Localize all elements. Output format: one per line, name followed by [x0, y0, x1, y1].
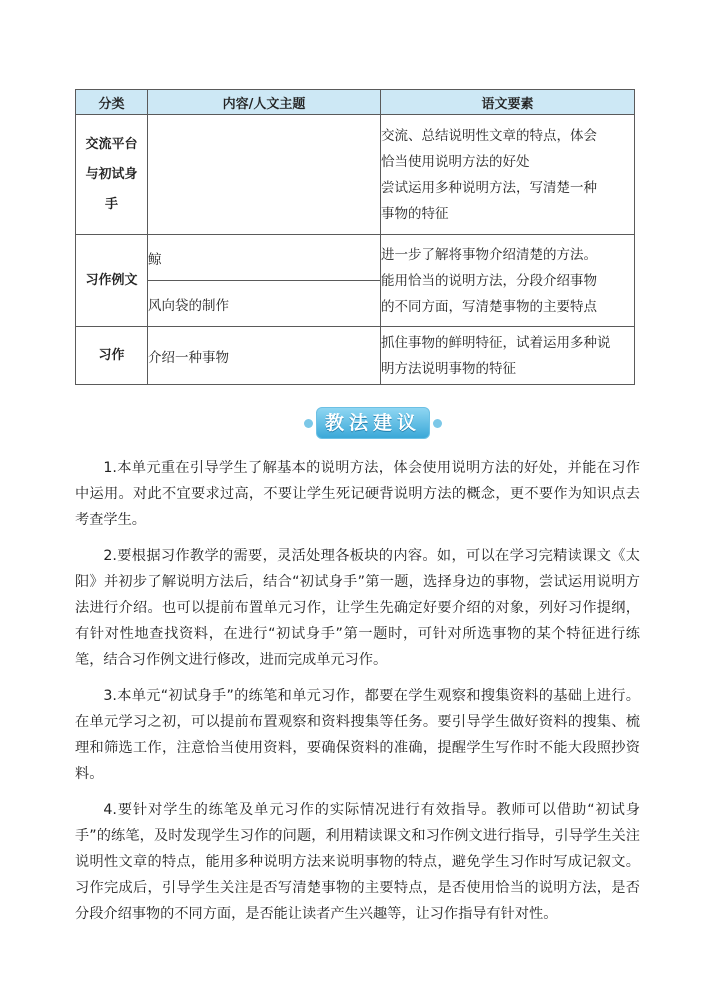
content-cell: 介绍一种事物 — [148, 327, 381, 385]
paragraph: 4.要针对学生的练笔及单元习作的实际情况进行有效指导。教师可以借助“初试身手”的练笔，及时发现学生习作的问题，利用精读课文和习作例文进行指导，引导学生关注说明性文章的特点，能用多种说明方法来说明事物的特点，避免学生习作时写成记叙文。习作完成后，引导学生关注是否写清楚事物的主要特点，是否使用恰当的说明方法，是否分段介绍事物的不同方面，是否能让读者产生兴趣等，让习作指导有针对性。 — [75, 802, 640, 922]
header-content: 内容/人文主题 — [148, 90, 381, 115]
section-title: 教法建议 — [316, 407, 430, 439]
content-cell: 风向袋的制作 — [148, 281, 381, 327]
table-row — [76, 115, 635, 235]
paragraph: 3.本单元“初试身手”的练笔和单元习作，都要在学生观察和搜集资料的基础上进行。在单元学习之初，可以提前布置观察和资料搜集等任务。要引导学生做好资料的搜集、梳理和筛选工作，注意恰当使用资料，要确保资料的准确，提醒学生写作时不能大段照抄资料。 — [75, 688, 640, 782]
requirements-cell: 进一步了解将事物介绍清楚的方法。 能用恰当的说明方法，分段介绍事物 的不同方面，写清楚事物的主要特点 — [381, 235, 635, 327]
category-cell: 习作例文 — [76, 235, 148, 327]
decor-dot-icon — [433, 419, 442, 428]
requirements-cell: 抓住事物的鲜明特征，试着运用多种说 明方法说明事物的特征 — [381, 327, 635, 385]
section-title-badge — [304, 408, 442, 438]
teaching-suggestions — [75, 455, 640, 937]
paragraph: 2.要根据习作教学的需要，灵活处理各板块的内容。如，可以在学习完精读课文《太阳》并初步了解说明方法后，结合“初试身手”第一题，选择身边的事物，尝试运用说明方法进行介绍。也可以提前布置单元习作，让学生先确定好要介绍的对象，列好习作提纲，有针对性地查找资料，在进行“初试身手”第一题时，可针对所选事物的某个特征进行练笔，结合习作例文进行修改，进而完成单元习作。 — [75, 548, 640, 668]
table-row — [76, 327, 635, 385]
table-row — [76, 235, 635, 281]
paragraph: 1.本单元重在引导学生了解基本的说明方法，体会使用说明方法的好处，并能在习作中运用。对此不宜要求过高，不要让学生死记硬背说明方法的概念，更不要作为知识点去考查学生。 — [75, 460, 640, 528]
header-requirements: 语文要素 — [381, 90, 635, 115]
table-header-row — [76, 90, 635, 115]
category-cell: 交流平台 与初试身 手 — [76, 115, 148, 235]
content-cell: 鲸 — [148, 235, 381, 281]
category-cell: 习作 — [76, 327, 148, 385]
unit-overview-table — [75, 89, 635, 385]
header-category: 分类 — [76, 90, 148, 115]
requirements-cell: 交流、总结说明性文章的特点，体会 恰当使用说明方法的好处 尝试运用多种说明方法，写清楚一种 事物的特征 — [381, 115, 635, 235]
decor-dot-icon — [304, 419, 313, 428]
content-cell — [148, 115, 381, 235]
